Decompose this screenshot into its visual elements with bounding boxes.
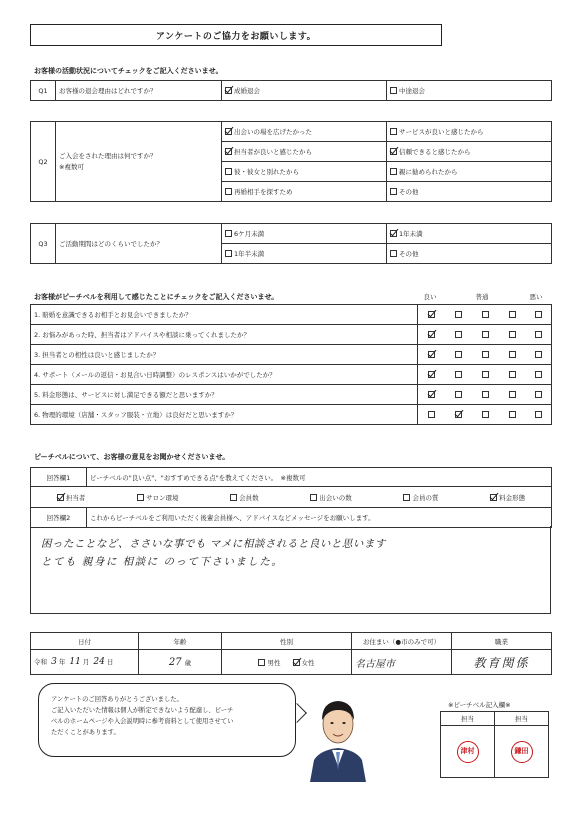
age-value[interactable]: 27 歳 <box>139 650 222 675</box>
rating-checkbox-checked[interactable] <box>428 351 435 358</box>
answer1-option-6[interactable]: 料金形態 <box>490 493 525 502</box>
scale-normal: 普通 <box>475 293 489 301</box>
staff2-stamp: 鎌田 <box>511 741 533 763</box>
rating-cell <box>445 325 472 345</box>
q2-option-4[interactable]: 信頼できると感じたから <box>387 142 552 162</box>
rating-cell <box>445 385 472 405</box>
q2-option-1[interactable]: 出会いの場を広げたかった <box>222 122 387 142</box>
checkbox[interactable] <box>225 188 232 195</box>
q3-option-3[interactable]: 1年半未満 <box>222 244 387 264</box>
answer1-option-2[interactable]: サロン環境 <box>137 493 179 502</box>
q2-question: ご入会をされた理由は何ですか？ ※複数可 <box>56 122 222 202</box>
q2-option-2[interactable]: サービスが良いと感じたから <box>387 122 552 142</box>
rating-row <box>31 345 552 365</box>
age-label: 年齢 <box>139 633 222 650</box>
rating-question: 2. お悩みがあった時、担当者はアドバイスや相談に乗ってくれましたか？ <box>31 325 418 345</box>
answer2-box[interactable] <box>30 526 551 614</box>
rating-checkbox[interactable] <box>509 331 516 338</box>
rating-cell <box>472 385 499 405</box>
job-label: 職業 <box>452 633 552 650</box>
rating-cell <box>472 365 499 385</box>
rating-checkbox[interactable] <box>509 411 516 418</box>
rating-checkbox[interactable] <box>535 311 542 318</box>
rating-checkbox-checked[interactable] <box>428 371 435 378</box>
q2-option-8[interactable]: その他 <box>387 182 552 202</box>
rating-checkbox[interactable] <box>482 391 489 398</box>
rating-checkbox[interactable] <box>535 331 542 338</box>
q3-option-4[interactable]: その他 <box>387 244 552 264</box>
rating-cell <box>418 305 445 325</box>
q2-option-5[interactable]: 彼・彼女と別れたから <box>222 162 387 182</box>
survey-title-text: アンケートのご協力をお願いします。 <box>155 31 317 42</box>
rating-cell <box>418 385 445 405</box>
rating-question: 1. 賠婚を意識できるお相手とお見会いできましたか？ <box>31 305 418 325</box>
rating-cell <box>472 305 499 325</box>
rating-cell <box>418 405 445 425</box>
rating-cell <box>526 365 552 385</box>
rating-row <box>31 385 552 405</box>
checkbox[interactable] <box>390 87 397 94</box>
answer1-option-5[interactable]: 会員の質 <box>403 493 438 502</box>
checkbox-checked[interactable] <box>225 148 232 155</box>
answer1-label: 回答欄1 <box>31 468 87 487</box>
scale-bad: 悪い <box>529 293 543 301</box>
rating-checkbox[interactable] <box>482 411 489 418</box>
answer1-prompt: ピーチベルの"良い点"、"おすすめできる点"を教えてください。 ※複数可 <box>87 468 552 487</box>
q1-option-2[interactable]: 中途退会 <box>387 81 552 101</box>
checkbox[interactable] <box>390 168 397 175</box>
rating-checkbox[interactable] <box>535 371 542 378</box>
rating-cell <box>526 345 552 365</box>
bubble-line-4: ただくことがあります。 <box>51 729 120 736</box>
rating-checkbox[interactable] <box>535 391 542 398</box>
gender-value[interactable]: 男性 女性 <box>222 650 352 675</box>
rating-checkbox[interactable] <box>535 411 542 418</box>
checkbox[interactable] <box>137 494 144 501</box>
bubble-line-3: ベルのホームページや入会説明時に参考資料として使用させてい <box>51 718 234 725</box>
female-checkbox[interactable] <box>293 659 300 666</box>
info-table <box>30 632 552 675</box>
rating-row <box>31 405 552 425</box>
rating-cell <box>445 405 472 425</box>
rating-question: 4. サポート（メールの返信・お見合い日時調整）のレスポンスはいかがでしたか？ <box>31 365 418 385</box>
section3-heading: ピーチベルについて、お客様の意見をお聞かせくださいませ。 <box>34 453 230 461</box>
rating-cell <box>499 325 526 345</box>
rating-cell <box>526 385 552 405</box>
opinion-table <box>30 467 552 528</box>
rating-table <box>30 304 552 425</box>
rating-row <box>31 305 552 325</box>
rating-cell <box>418 325 445 345</box>
section1-heading: お客様の活動状況についてチェックをご記入くださいませ。 <box>34 67 223 75</box>
eye-shape <box>342 722 345 724</box>
bubble-line-1: アンケートのご回答ありがとうございました。 <box>51 696 183 703</box>
checkbox[interactable] <box>390 250 397 257</box>
rating-cell <box>472 345 499 365</box>
rating-checkbox[interactable] <box>482 331 489 338</box>
eye-shape <box>330 722 333 724</box>
answer2-prompt: これからピーチベルをご利用いただく後輩会員様へ、アドバイスなどメッセージをお願いします。 <box>87 508 552 528</box>
bubble-line-2: ご記入いただいた情報は個人が断定できないよう配慮し、ピーチ <box>51 707 234 714</box>
rating-row <box>31 365 552 385</box>
staff2-label: 担当 <box>495 712 549 726</box>
q1-option-1[interactable]: 成婚退会 <box>222 81 387 101</box>
staff-illustration <box>306 690 370 782</box>
male-checkbox[interactable] <box>258 659 265 666</box>
answer1-option-1[interactable]: 担当者 <box>57 493 86 502</box>
rating-cell <box>499 305 526 325</box>
rating-checkbox[interactable] <box>455 331 462 338</box>
q2-option-7[interactable]: 再婚相手を探すため <box>222 182 387 202</box>
q3-table <box>30 223 552 264</box>
handwritten-line-1: 困ったことなど、ささいな事でも マメに相談されると良いと思います <box>41 538 386 550</box>
checkbox-checked[interactable] <box>390 230 397 237</box>
staff-heading: ※ピーチベル記入欄※ <box>448 701 511 709</box>
checkbox[interactable] <box>390 128 397 135</box>
checkbox-checked[interactable] <box>490 494 497 501</box>
q1-question: お客様の退会理由はどれですか？ <box>56 81 222 101</box>
rating-checkbox-checked[interactable] <box>428 331 435 338</box>
q3-question: ご活動期間はどのくらいでしたか？ <box>56 224 222 264</box>
rating-checkbox[interactable] <box>455 371 462 378</box>
rating-cell <box>499 405 526 425</box>
rating-checkbox-checked[interactable] <box>428 311 435 318</box>
rating-checkbox-checked[interactable] <box>428 391 435 398</box>
rating-cell <box>418 365 445 385</box>
rating-question: 6. 物理的環境（店舗・スタッフ服装・立地）は良好だと思いますか？ <box>31 405 418 425</box>
rating-cell <box>526 405 552 425</box>
staff-table <box>440 711 549 778</box>
staff2-stamp-cell <box>495 726 549 778</box>
scale-good: 良い <box>423 293 437 301</box>
staff1-label: 担当 <box>441 712 495 726</box>
rating-checkbox[interactable] <box>509 371 516 378</box>
checkbox-checked[interactable] <box>390 148 397 155</box>
staff1-stamp: 津村 <box>457 741 479 763</box>
rating-checkbox[interactable] <box>509 351 516 358</box>
q1-table <box>30 80 552 101</box>
q3-option-2[interactable]: 1年未満 <box>387 224 552 244</box>
rating-cell <box>445 365 472 385</box>
gender-label: 性別 <box>222 633 352 650</box>
q3-option-1[interactable]: 6ケ月未満 <box>222 224 387 244</box>
q2-option-6[interactable]: 親に勧められたから <box>387 162 552 182</box>
address-value[interactable]: 名古屋市 <box>352 650 452 675</box>
rating-checkbox[interactable] <box>428 411 435 418</box>
checkbox[interactable] <box>225 168 232 175</box>
rating-checkbox[interactable] <box>455 311 462 318</box>
job-value[interactable]: 教育関係 <box>452 650 552 675</box>
rating-cell <box>526 305 552 325</box>
rating-cell <box>472 325 499 345</box>
thanks-bubble <box>38 683 296 757</box>
checkbox[interactable] <box>403 494 410 501</box>
handwritten-line-2: とても 親身に 相談に のって下さいました。 <box>41 556 284 568</box>
answer2-label: 回答欄2 <box>31 508 87 528</box>
rating-checkbox[interactable] <box>482 311 489 318</box>
answer1-option-4[interactable]: 出会いの数 <box>310 493 352 502</box>
answer1-options <box>31 487 552 508</box>
rating-checkbox-checked[interactable] <box>455 411 462 418</box>
rating-cell <box>418 345 445 365</box>
q2-table <box>30 121 552 202</box>
answer1-option-3[interactable]: 会員数 <box>230 493 259 502</box>
checkbox-checked[interactable] <box>57 494 64 501</box>
rating-question: 5. 料金形態は、サービスに対し満足できる額だと思いますか？ <box>31 385 418 405</box>
checkbox[interactable] <box>390 188 397 195</box>
rating-cell <box>499 385 526 405</box>
rating-cell <box>445 345 472 365</box>
survey-title <box>30 24 442 46</box>
checkbox[interactable] <box>310 494 317 501</box>
checkbox[interactable] <box>230 494 237 501</box>
checkbox[interactable] <box>225 250 232 257</box>
rating-checkbox[interactable] <box>509 391 516 398</box>
rating-cell <box>472 405 499 425</box>
rating-cell <box>445 305 472 325</box>
rating-checkbox[interactable] <box>482 371 489 378</box>
q2-option-3[interactable]: 担当者が良いと感じたから <box>222 142 387 162</box>
rating-cell <box>526 325 552 345</box>
section2-heading: お客様がピーチベルを利用して感じたことにチェックをご記入くださいませ。 <box>34 293 279 301</box>
rating-question: 3. 担当者との相性は良いと感じましたか？ <box>31 345 418 365</box>
address-label: お住まい（●市のみで可） <box>352 633 452 650</box>
q1-number: Q1 <box>31 81 56 101</box>
rating-checkbox[interactable] <box>482 351 489 358</box>
rating-cell <box>499 365 526 385</box>
date-label: 日付 <box>31 633 139 650</box>
date-value[interactable]: 令和 3 年 11 月 24 日 <box>31 650 139 675</box>
checkbox-checked[interactable] <box>225 128 232 135</box>
rating-row <box>31 325 552 345</box>
checkbox[interactable] <box>225 230 232 237</box>
q2-number: Q2 <box>31 122 56 202</box>
checkbox-checked[interactable] <box>225 87 232 94</box>
rating-checkbox[interactable] <box>535 351 542 358</box>
rating-checkbox[interactable] <box>455 391 462 398</box>
rating-cell <box>499 345 526 365</box>
rating-checkbox[interactable] <box>455 351 462 358</box>
rating-checkbox[interactable] <box>509 311 516 318</box>
q3-number: Q3 <box>31 224 56 264</box>
staff1-stamp-cell <box>441 726 495 778</box>
